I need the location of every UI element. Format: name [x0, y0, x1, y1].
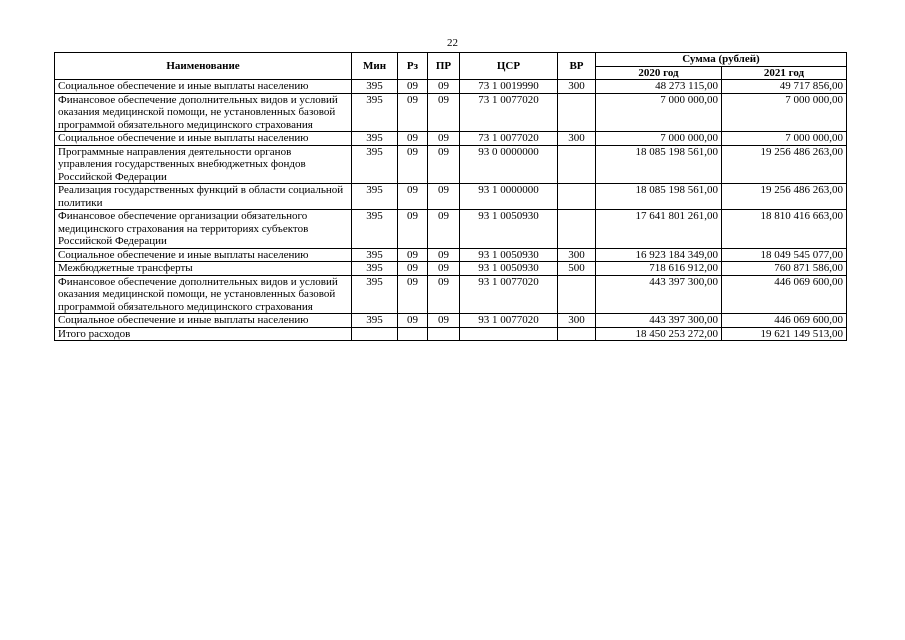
cell-csr: 93 1 0050930	[460, 248, 558, 262]
cell-pr: 09	[428, 248, 460, 262]
cell-vr: 300	[558, 80, 596, 94]
cell-csr: 93 1 0000000	[460, 184, 558, 210]
cell-pr: 09	[428, 145, 460, 184]
cell-min: 395	[352, 132, 398, 146]
cell-empty	[428, 327, 460, 341]
cell-amount-2021: 446 069 600,00	[722, 314, 847, 328]
cell-pr: 09	[428, 132, 460, 146]
cell-pr: 09	[428, 93, 460, 132]
col-header-pr: ПР	[428, 53, 460, 80]
cell-amount-2020: 48 273 115,00	[596, 80, 722, 94]
total-amount-2020: 18 450 253 272,00	[596, 327, 722, 341]
cell-rz: 09	[398, 184, 428, 210]
cell-vr	[558, 184, 596, 210]
cell-name: Социальное обеспечение и иные выплаты населению	[55, 80, 352, 94]
cell-rz: 09	[398, 145, 428, 184]
cell-rz: 09	[398, 248, 428, 262]
cell-pr: 09	[428, 275, 460, 314]
table-row	[55, 93, 847, 132]
cell-rz: 09	[398, 314, 428, 328]
cell-csr: 73 1 0019990	[460, 80, 558, 94]
cell-min: 395	[352, 248, 398, 262]
cell-pr: 09	[428, 262, 460, 276]
cell-amount-2021: 18 049 545 077,00	[722, 248, 847, 262]
cell-amount-2020: 718 616 912,00	[596, 262, 722, 276]
cell-amount-2021: 760 871 586,00	[722, 262, 847, 276]
cell-min: 395	[352, 262, 398, 276]
col-header-rz: Рз	[398, 53, 428, 80]
table-row	[55, 262, 847, 276]
cell-amount-2020: 443 397 300,00	[596, 275, 722, 314]
cell-csr: 93 0 0000000	[460, 145, 558, 184]
col-header-year-2020: 2020 год	[596, 66, 722, 80]
cell-min: 395	[352, 314, 398, 328]
cell-pr: 09	[428, 80, 460, 94]
cell-min: 395	[352, 93, 398, 132]
cell-amount-2020: 18 085 198 561,00	[596, 145, 722, 184]
cell-rz: 09	[398, 262, 428, 276]
cell-rz: 09	[398, 93, 428, 132]
cell-rz: 09	[398, 275, 428, 314]
cell-csr: 93 1 0050930	[460, 262, 558, 276]
cell-vr: 300	[558, 314, 596, 328]
cell-name: Социальное обеспечение и иные выплаты населению	[55, 132, 352, 146]
cell-vr	[558, 93, 596, 132]
table-row	[55, 184, 847, 210]
cell-amount-2020: 7 000 000,00	[596, 93, 722, 132]
budget-table	[54, 52, 847, 341]
cell-min: 395	[352, 80, 398, 94]
cell-csr: 93 1 0077020	[460, 275, 558, 314]
cell-amount-2021: 19 256 486 263,00	[722, 184, 847, 210]
cell-vr: 500	[558, 262, 596, 276]
cell-amount-2021: 18 810 416 663,00	[722, 210, 847, 249]
table-row	[55, 80, 847, 94]
total-label: Итого расходов	[55, 327, 352, 341]
cell-amount-2020: 443 397 300,00	[596, 314, 722, 328]
cell-name: Межбюджетные трансферты	[55, 262, 352, 276]
cell-name: Социальное обеспечение и иные выплаты населению	[55, 314, 352, 328]
cell-rz: 09	[398, 132, 428, 146]
col-header-csr: ЦСР	[460, 53, 558, 80]
cell-rz: 09	[398, 80, 428, 94]
cell-empty	[558, 327, 596, 341]
total-row	[55, 327, 847, 341]
cell-name: Финансовое обеспечение дополнительных видов и условий оказания медицинской помощи, не установленных базовой программой обязательного медицинского страхования	[55, 275, 352, 314]
cell-rz: 09	[398, 210, 428, 249]
cell-name: Финансовое обеспечение организации обязательного медицинского страхования на территориях субъектов Российской Федерации	[55, 210, 352, 249]
cell-amount-2020: 16 923 184 349,00	[596, 248, 722, 262]
cell-name: Финансовое обеспечение дополнительных видов и условий оказания медицинской помощи, не установленных базовой программой обязательного медицинского страхования	[55, 93, 352, 132]
cell-vr	[558, 275, 596, 314]
table-row	[55, 145, 847, 184]
col-header-vr: ВР	[558, 53, 596, 80]
cell-pr: 09	[428, 314, 460, 328]
cell-csr: 93 1 0077020	[460, 314, 558, 328]
cell-vr	[558, 145, 596, 184]
cell-csr: 73 1 0077020	[460, 93, 558, 132]
table-row	[55, 275, 847, 314]
header-row	[55, 53, 847, 67]
cell-empty	[352, 327, 398, 341]
cell-empty	[460, 327, 558, 341]
cell-name: Программные направления деятельности органов управления государственных внебюджетных фондов Российской Федерации	[55, 145, 352, 184]
table-body	[55, 80, 847, 341]
cell-amount-2021: 49 717 856,00	[722, 80, 847, 94]
table-row	[55, 248, 847, 262]
cell-vr	[558, 210, 596, 249]
col-header-year-2021: 2021 год	[722, 66, 847, 80]
col-header-name: Наименование	[55, 53, 352, 80]
cell-min: 395	[352, 275, 398, 314]
col-header-sum: Сумма (рублей)	[596, 53, 847, 67]
cell-amount-2020: 18 085 198 561,00	[596, 184, 722, 210]
cell-amount-2021: 7 000 000,00	[722, 132, 847, 146]
cell-amount-2020: 17 641 801 261,00	[596, 210, 722, 249]
cell-pr: 09	[428, 184, 460, 210]
table-row	[55, 132, 847, 146]
table-row	[55, 314, 847, 328]
cell-vr: 300	[558, 248, 596, 262]
cell-amount-2020: 7 000 000,00	[596, 132, 722, 146]
cell-min: 395	[352, 145, 398, 184]
page-number: 22	[447, 37, 458, 49]
cell-csr: 73 1 0077020	[460, 132, 558, 146]
table-row	[55, 210, 847, 249]
col-header-min: Мин	[352, 53, 398, 80]
cell-amount-2021: 19 256 486 263,00	[722, 145, 847, 184]
total-amount-2021: 19 621 149 513,00	[722, 327, 847, 341]
cell-pr: 09	[428, 210, 460, 249]
cell-amount-2021: 7 000 000,00	[722, 93, 847, 132]
cell-amount-2021: 446 069 600,00	[722, 275, 847, 314]
cell-name: Социальное обеспечение и иные выплаты населению	[55, 248, 352, 262]
cell-csr: 93 1 0050930	[460, 210, 558, 249]
cell-name: Реализация государственных функций в области социальной политики	[55, 184, 352, 210]
cell-min: 395	[352, 210, 398, 249]
cell-vr: 300	[558, 132, 596, 146]
cell-empty	[398, 327, 428, 341]
cell-min: 395	[352, 184, 398, 210]
